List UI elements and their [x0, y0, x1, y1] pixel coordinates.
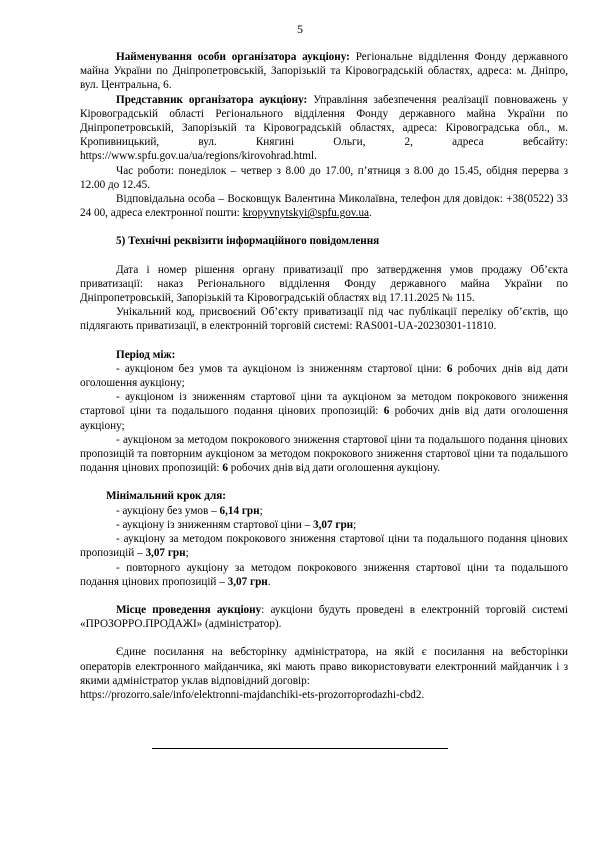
- page-number: 5: [297, 22, 303, 36]
- period-title: Період між:: [116, 348, 176, 361]
- contact-text: Відповідальна особа – Восковщук Валентина Миколаївна, телефон для довідок: +38(0522) 33 24 00, адреса електронної пошти:: [80, 193, 568, 220]
- min-step-text: - аукціону із зниженням стартової ціни –: [116, 518, 313, 531]
- period-item-text: робочих днів від дати оголошення аукціону;: [80, 405, 568, 432]
- min-step-text: - аукціону за методом покрокового зниження стартової ціни та подальшого подання цінових пропозицій –: [80, 533, 568, 560]
- min-step-item-2: [80, 518, 568, 532]
- min-step-title: Мінімальний крок для:: [106, 490, 227, 503]
- min-step-value: 3,07 грн: [145, 547, 186, 560]
- webpage-url[interactable]: https://prozorro.sale/info/elektronni-majdanchiki-ets-prozorroprodazhi-cbd2.: [80, 688, 425, 701]
- min-step-value: 6,14 грн: [219, 504, 260, 517]
- min-step-text: ;: [259, 504, 263, 517]
- venue-label: Місце проведення аукціону: [116, 603, 262, 616]
- period-item-text: робочих днів від дати оголошення аукціону.: [227, 462, 441, 475]
- contact-paragraph: [80, 192, 568, 220]
- min-step-text: - аукціону без умов –: [116, 504, 220, 517]
- organizer-text: Регіональне відділення Фонду державного майна України по Дніпропетровській, Запорізькій та Кіровоградській областях, адреса: м. Дніпро, вул. Центральна, 6.: [80, 51, 568, 92]
- period-item-3: [80, 433, 568, 476]
- period-item-text: - аукціоном за методом покрокового зниження стартової ціни та подальшого подання цінових пропозицій та повторним аукціоном за методом покрокового зниження стартової ціни та подальшого подання цінових пропозицій:: [80, 433, 568, 475]
- section-5-title: 5) Технічні реквізити інформаційного повідомлення: [116, 235, 380, 248]
- min-step-item-4: [80, 561, 568, 589]
- period-item-days: 6: [222, 462, 228, 475]
- organizer-label: Найменування особи організатора аукціону:: [116, 51, 350, 63]
- footer-divider: [152, 748, 448, 749]
- period-item-2: [80, 390, 568, 433]
- min-step-value: 3,07 грн: [227, 575, 268, 588]
- organizer-paragraph: [80, 50, 568, 93]
- representative-paragraph: [80, 93, 568, 164]
- venue-text: : аукціони будуть проведені в електронній торговій системі «ПРОЗОРРО.ПРОДАЖІ» (адміністратор).: [80, 603, 568, 631]
- representative-text: Управління забезпечення реалізації повноважень у Кіровоградській області Регіонального відділення Фонду державного майна України по Дніпропетровській, Запорізькій та Кіровоградській областях, адреса: Кіровоградська обл., м. Кропивницький, вул. Княгині Ольги, 2, адреса вебсайту: https://www.spfu.gov.ua/ua/regions/kirovohrad.html.: [80, 93, 568, 163]
- period-item-text: робочих днів від дати оголошення аукціону;: [80, 362, 568, 390]
- period-item-days: 6: [446, 362, 453, 375]
- work-hours: Час роботи: понеділок – четвер з 8.00 до 17.00, п’ятниця з 8.00 до 15.45, обідня перерва з 12.00 до 12.45.: [80, 164, 568, 191]
- min-step-text: .: [267, 575, 271, 588]
- contact-email-link[interactable]: kropyvnytskyi@spfu.gov.ua: [242, 207, 370, 220]
- period-item-text: - аукціоном із зниженням стартової ціни та аукціоном за методом покрокового зниження стартової ціни та подальшого подання цінових пропозицій:: [80, 391, 568, 418]
- contact-end: .: [369, 207, 372, 220]
- decision-paragraph: Дата і номер рішення органу приватизації про затвердження умов продажу Об’єкта приватизації: наказ Регіонального відділення Фонду державного майна України по Дніпропетровській, Запорізькій та Кіровоградській областях від 17.11.2025 № 115.: [80, 263, 568, 305]
- unique-code-paragraph: Унікальний код, присвоєний Об’єкту приватизації під час публікації переліку об’єктів, що підлягають приватизації, в електронній торговій системі: RAS001-UA-20230301-11810.: [80, 306, 568, 333]
- period-item-days: 6: [383, 405, 390, 418]
- min-step-item-1: [80, 504, 568, 518]
- min-step-text: ;: [185, 547, 189, 560]
- period-item-1: [80, 362, 568, 390]
- min-step-value: 3,07 грн: [312, 518, 354, 531]
- representative-label: Представник організатора аукціону:: [116, 93, 308, 106]
- min-step-text: - повторного аукціону за методом покрокового зниження стартової ціни та подальшого подання цінових пропозицій –: [80, 561, 568, 588]
- min-step-text: ;: [353, 518, 357, 531]
- venue-paragraph: [80, 603, 568, 631]
- period-item-text: - аукціоном без умов та аукціоном із зниженням стартової ціни:: [116, 362, 447, 375]
- min-step-item-3: [80, 532, 568, 560]
- webpage-paragraph: Єдине посилання на вебсторінку адміністратора, на якій є посилання на вебсторінки операторів електронного майданчика, які мають право використовувати електронний майданчик і з якими адміністратор уклав відповідний договір:: [80, 646, 568, 687]
- document-body: [80, 50, 568, 702]
